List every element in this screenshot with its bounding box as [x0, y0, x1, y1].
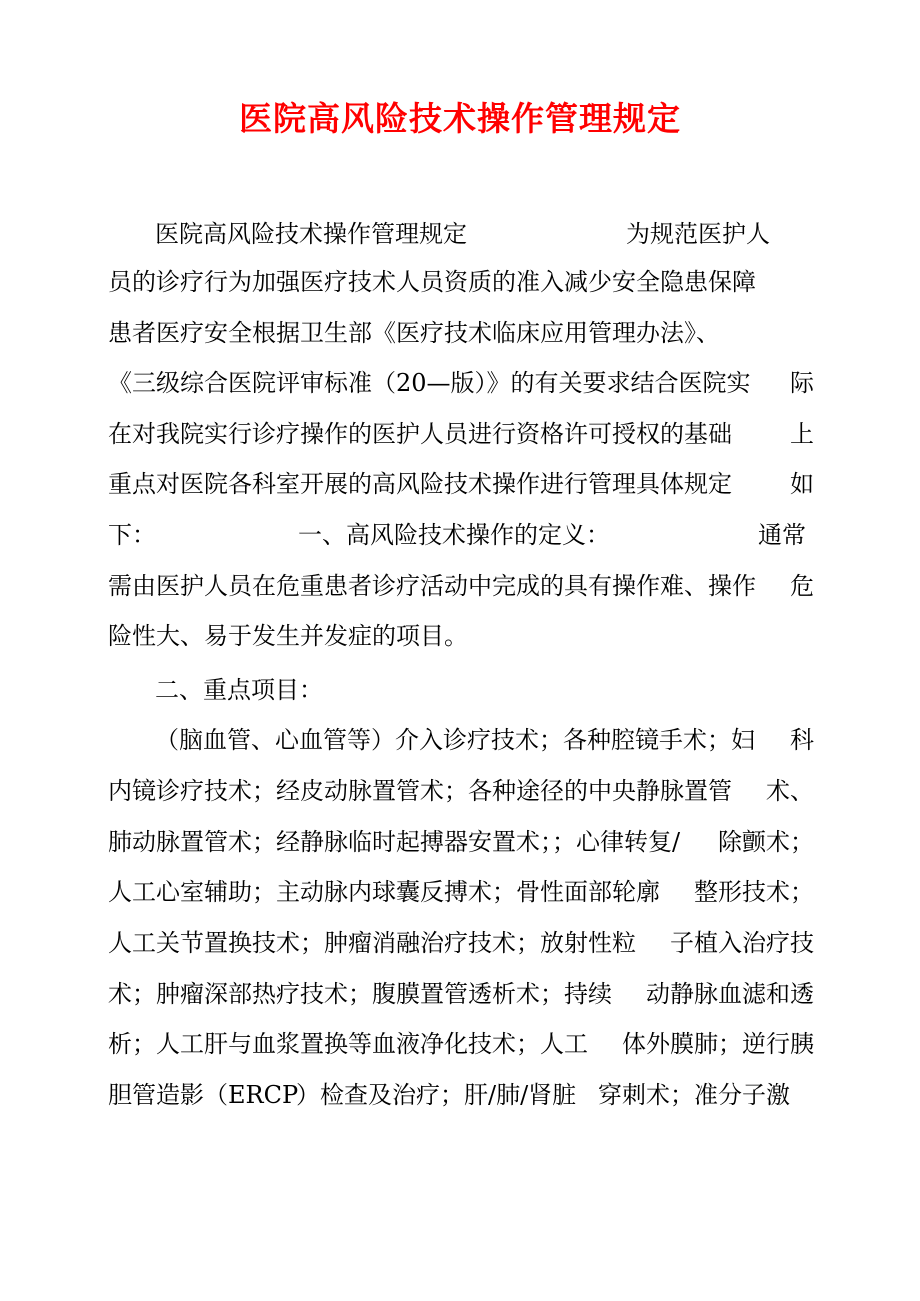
- body-line: 穿刺术；准分子激: [598, 1081, 790, 1109]
- body-line: 人工心室辅助；主动脉内球囊反搏术；骨性面部轮廓: [108, 878, 660, 906]
- body-line: 上: [790, 420, 814, 448]
- body-line: 重点对医院各科室开展的高风险技术操作进行管理具体规定: [108, 470, 732, 498]
- body-line: 在对我院实行诊疗操作的医护人员进行资格许可授权的基础: [108, 420, 732, 448]
- document-title: 医院高风险技术操作管理规定: [239, 99, 681, 138]
- body-line: 二、重点项目：: [155, 676, 323, 704]
- body-line: 医院高风险技术操作管理规定: [155, 220, 467, 248]
- body-line: 人工关节置换技术；肿瘤消融治疗技术；放射性粒: [108, 929, 636, 957]
- body-line: 胆管造影（ERCP: [108, 1081, 299, 1109]
- body-line: （脑血管、心血管等）介入诊疗技术；各种腔镜手术；妇: [155, 726, 755, 754]
- body-line: 患者医疗安全根据卫生部《医疗技术临床应用管理办法》、: [108, 319, 720, 347]
- body-line: 需由医护人员在危重患者诊疗活动中完成的具有操作难、操作: [108, 572, 756, 600]
- body-line: 如: [790, 470, 814, 498]
- body-line: 体外膜肺；逆行胰: [622, 1030, 814, 1058]
- body-line: 危: [790, 572, 814, 600]
- body-line: 险性大、易于发生并发症的项目。: [108, 622, 468, 650]
- body-line: 一、高风险技术操作的定义：: [298, 521, 610, 549]
- body-line: 除颤术；: [718, 828, 814, 856]
- body-line: 内镜诊疗技术；经皮动脉置管术；各种途径的中央静脉置管: [108, 777, 732, 805]
- body-line: 通常: [758, 521, 806, 549]
- body-line: 析；人工肝与血浆置换等血液净化技术；人工: [108, 1030, 588, 1058]
- body-line: 术、: [766, 777, 814, 805]
- body-line: 整形技术；: [694, 878, 814, 906]
- body-line: 为规范医护人: [626, 220, 770, 248]
- body-line: 动静脉血滤和透: [646, 980, 814, 1008]
- body-line: 员的诊疗行为加强医疗技术人员资质的准入减少安全隐患保障: [108, 268, 756, 296]
- body-line: 科: [790, 726, 814, 754]
- body-line: 《三级综合医院评审标准（20—版）》的有关要求结合医院实: [108, 369, 751, 397]
- body-line: 际: [790, 369, 814, 397]
- body-line: 下：: [108, 521, 156, 549]
- body-line: 术；肿瘤深部热疗技术；腹膜置管透析术；持续: [108, 980, 612, 1008]
- body-line: 肺动脉置管术；经静脉临时起搏器安置术；；心律转复/: [108, 828, 681, 856]
- body-line: ）检查及治疗；肝/肺/肾脏: [296, 1081, 577, 1109]
- body-line: 子植入治疗技: [670, 929, 814, 957]
